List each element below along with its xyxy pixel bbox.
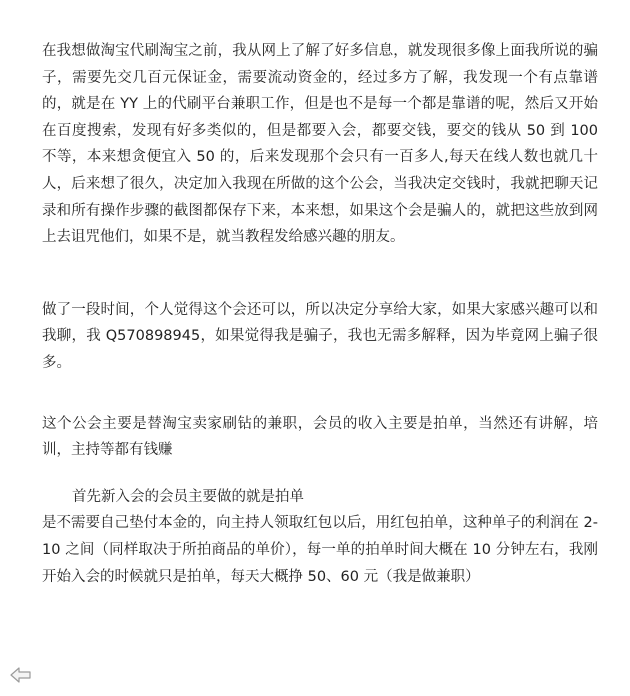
paragraph-contact: 做了一段时间，个人觉得这个会还可以，所以决定分享给大家，如果大家感兴趣可以和我聊，我 Q570898945，如果觉得我是骗子，我也无需多解释，因为毕竟网上骗子很多。 xyxy=(42,301,598,371)
paragraph-guild-description: 这个公会主要是替淘宝卖家刷钻的兼职，会员的收入主要是拍单，当然还有讲解，培训，主持等都有钱赚 xyxy=(42,415,598,459)
article-body xyxy=(42,38,598,590)
back-arrow-graphic xyxy=(10,665,32,685)
paragraph-new-member xyxy=(42,484,598,590)
paragraph-intro: 在我想做淘宝代刷淘宝之前，我从网上了解了好多信息，就发现很多像上面我所说的骗子，需要先交几百元保证金，需要流动资金的，经过多方了解，我发现一个有点靠谱的，就是在 YY 上的代刷平台兼职工作，但是也不是每一个都是靠谱的呢，然后又开始在百度搜索，发现有好多类似的，但是都要入会，都要交钱，要交的钱从 50 到 100 不等，本来想贪便宜入 50 的，后来发现那个会只有一百多人,每天在线人数也就几十人，后来想了很久，决定加入我现在所做的这个公会，当我决定交钱时，我就把聊天记录和所有操作步骤的截图都保存下来，本来想，如果这个会是骗人的，就把这些放到网上去诅咒他们，如果不是，就当教程发给感兴趣的朋友。 xyxy=(42,43,598,246)
back-arrow-icon[interactable] xyxy=(10,665,32,685)
new-member-heading: 首先新入会的会员主要做的就是拍单 xyxy=(72,488,304,505)
new-member-body: 是不需要自己垫付本金的，向主持人领取红包以后，用红包拍单，这种单子的利润在 2-10 之间（同样取决于所拍商品的单价），每一单的拍单时间大概在 10 分钟左右，我刚开始入会的时候就只是拍单，每天大概挣 50、60 元（我是做兼职） xyxy=(42,515,598,585)
